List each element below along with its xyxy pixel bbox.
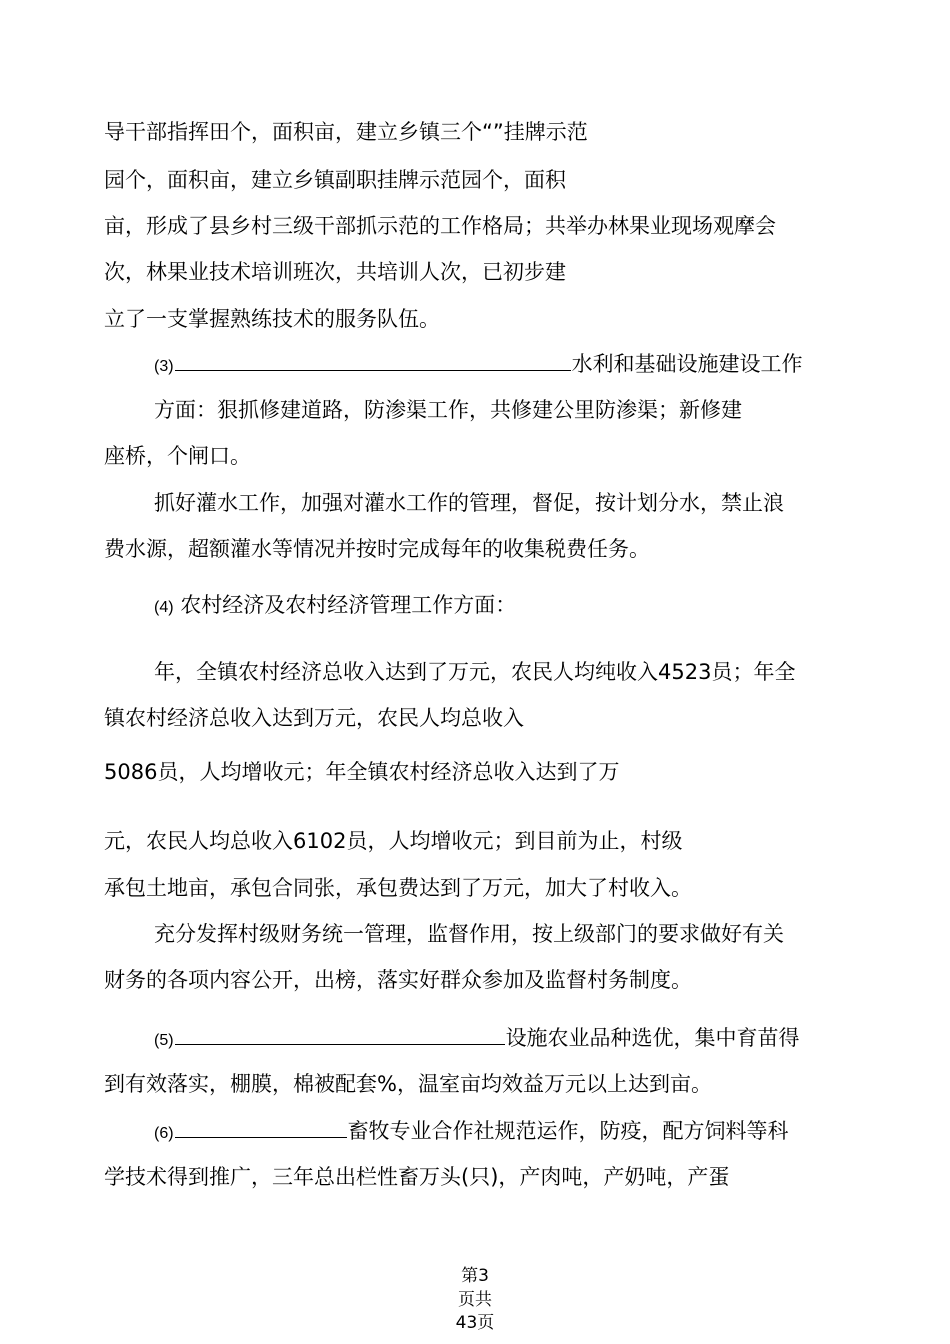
- section-heading-5: [154, 1024, 800, 1055]
- section-number: (4): [154, 599, 174, 616]
- page-number-line-2: 页共: [458, 1290, 492, 1310]
- page-number-line-1: 第3: [461, 1266, 489, 1286]
- section-heading-3: [154, 350, 803, 381]
- text-line: 园个，面积亩，建立乡镇副职挂牌示范园个，面积: [104, 168, 566, 192]
- section-title: 畜牧专业合作社规范运作，防疫，配方饲料等科: [347, 1119, 789, 1143]
- text-line: 立了一支掌握熟练技术的服务队伍。: [104, 307, 440, 331]
- text-line: 亩，形成了县乡村三级干部抓示范的工作格局；共举办林果业现场观摩会: [104, 214, 776, 238]
- text-line: 座桥，个闸口。: [104, 444, 251, 468]
- section-title: 农村经济及农村经济管理工作方面：: [180, 593, 517, 617]
- text-line: 5086员，人均增收元；年全镇农村经济总收入达到了万: [104, 760, 620, 784]
- text-line: 方面：狠抓修建道路，防渗渠工作，共修建公里防渗渠；新修建: [154, 398, 742, 422]
- text-line: 镇农村经济总收入达到万元，农民人均总收入: [104, 706, 524, 730]
- section-number: (5): [154, 1032, 174, 1049]
- text-line: 学技术得到推广，三年总出栏性畜万头(只)，产肉吨，产奶吨，产蛋: [104, 1165, 730, 1189]
- page-number-line-3: 43页: [455, 1313, 495, 1333]
- text-line: 到有效落实，棚膜，棉被配套%，温室亩均效益万元以上达到亩。: [104, 1072, 712, 1096]
- section-heading-6: [154, 1117, 789, 1148]
- section-title: 设施农业品种选优，集中育苗得: [505, 1026, 800, 1050]
- section-number: (6): [154, 1125, 174, 1142]
- fill-blank: [175, 352, 571, 371]
- section-number: (3): [154, 358, 174, 375]
- text-line: 费水源，超额灌水等情况并按时完成每年的收集税费任务。: [104, 537, 650, 561]
- section-heading-4: [154, 591, 516, 622]
- text-line: 充分发挥村级财务统一管理，监督作用，按上级部门的要求做好有关: [154, 922, 784, 946]
- text-line: 次，林果业技术培训班次，共培训人次，已初步建: [104, 260, 566, 284]
- text-line: 承包土地亩，承包合同张，承包费达到了万元，加大了村收入。: [104, 876, 692, 900]
- section-title: 水利和基础设施建设工作: [571, 352, 803, 376]
- text-line: 抓好灌水工作，加强对灌水工作的管理，督促，按计划分水，禁止浪: [154, 491, 784, 515]
- text-line: 财务的各项内容公开，出榜，落实好群众参加及监督村务制度。: [104, 968, 692, 992]
- text-line: 导干部指挥田个，面积亩，建立乡镇三个“”挂牌示范: [104, 120, 588, 144]
- text-line: 元，农民人均总收入6102员，人均增收元；到目前为止，村级: [104, 829, 683, 853]
- fill-blank: [175, 1026, 505, 1045]
- fill-blank: [175, 1119, 347, 1138]
- text-line: 年，全镇农村经济总收入达到了万元，农民人均纯收入4523员；年全: [154, 660, 796, 684]
